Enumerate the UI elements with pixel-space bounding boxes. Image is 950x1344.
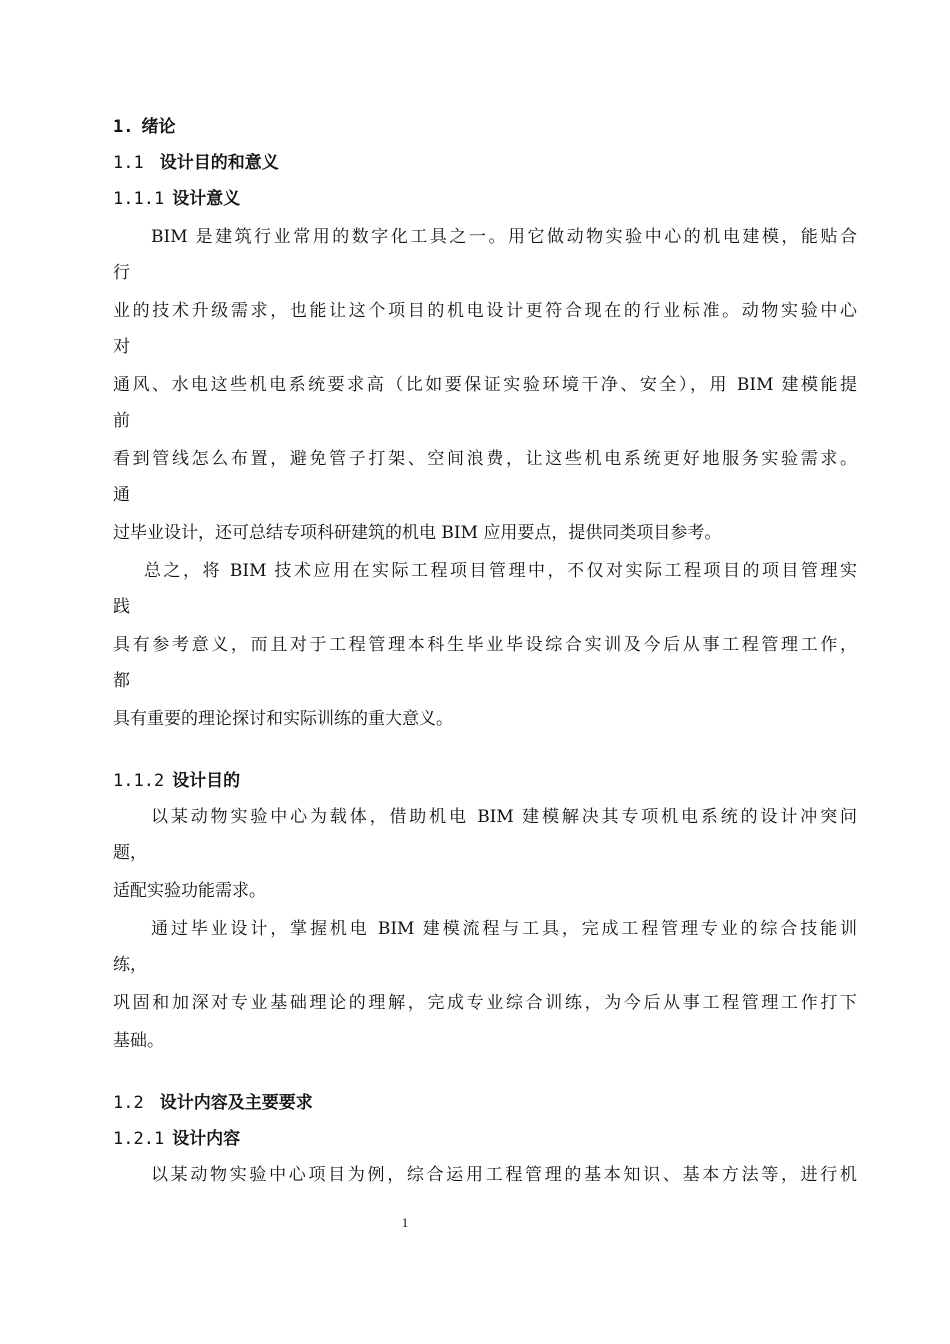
heading-1-2 (113, 1092, 313, 1114)
heading-title: 设计内容及主要要求 (159, 1093, 313, 1113)
paragraph-line: 过毕业设计，还可总结专项科研建筑的机电 BIM 应用要点，提供同类项目参考。 (113, 523, 722, 543)
paragraph-line: 通 (113, 485, 130, 505)
paragraph-line: 通过毕业设计，掌握机电 BIM 建模流程与工具，完成工程管理专业的综合技能训 (151, 919, 857, 939)
paragraph-line: 通风、水电这些机电系统要求高（比如要保证实验环境干净、安全），用 BIM 建模能提 (113, 375, 857, 395)
paragraph-line: 对 (113, 337, 130, 357)
heading-title: 绪论 (141, 117, 176, 137)
paragraph-line: 以某动物实验中心项目为例，综合运用工程管理的基本知识、基本方法等，进行机 (151, 1165, 857, 1185)
heading-number: 1. (113, 117, 134, 137)
paragraph-line: 前 (113, 411, 130, 431)
heading-number: 1.2.1 (113, 1129, 165, 1149)
heading-1 (113, 116, 175, 138)
paragraph-line: 践 (113, 597, 130, 617)
heading-title: 设计目的和意义 (159, 153, 279, 173)
page-number: 1 (401, 1215, 409, 1230)
paragraph-line: 题， (113, 843, 147, 863)
paragraph-line: 练， (113, 955, 147, 975)
paragraph-line: 看到管线怎么布置，避免管子打架、空间浪费，让这些机电系统更好地服务实验需求。 (113, 449, 857, 469)
heading-1-1-1 (113, 188, 240, 210)
heading-1-1-2 (113, 770, 240, 792)
heading-number: 1.1.2 (113, 771, 165, 791)
heading-number: 1.2 (113, 1093, 144, 1113)
paragraph-line: 具有重要的理论探讨和实际训练的重大意义。 (113, 709, 453, 729)
paragraph-line: 巩固和加深对专业基础理论的理解，完成专业综合训练，为今后从事工程管理工作打下 (113, 993, 857, 1013)
paragraph-line: 业的技术升级需求，也能让这个项目的机电设计更符合现在的行业标准。动物实验中心 (113, 301, 857, 321)
paragraph-line: 具有参考意义，而且对于工程管理本科生毕业毕设综合实训及今后从事工程管理工作， (113, 635, 857, 655)
heading-number: 1.1.1 (113, 189, 165, 209)
heading-number: 1.1 (113, 153, 144, 173)
heading-title: 设计意义 (172, 189, 241, 209)
paragraph-line: BIM 是建筑行业常用的数字化工具之一。用它做动物实验中心的机电建模，能贴合 (151, 227, 857, 247)
paragraph-line: 基础。 (113, 1031, 164, 1051)
paragraph-line: 行 (113, 263, 130, 283)
heading-1-1 (113, 152, 279, 174)
paragraph-line: 适配实验功能需求。 (113, 881, 266, 901)
heading-title: 设计内容 (172, 1129, 241, 1149)
paragraph-line: 都 (113, 671, 130, 691)
paragraph-line: 以某动物实验中心为载体，借助机电 BIM 建模解决其专项机电系统的设计冲突问 (151, 807, 857, 827)
paragraph-line: 总之，将 BIM 技术应用在实际工程项目管理中，不仅对实际工程项目的项目管理实 (144, 561, 857, 581)
heading-title: 设计目的 (172, 771, 241, 791)
heading-1-2-1 (113, 1128, 240, 1150)
